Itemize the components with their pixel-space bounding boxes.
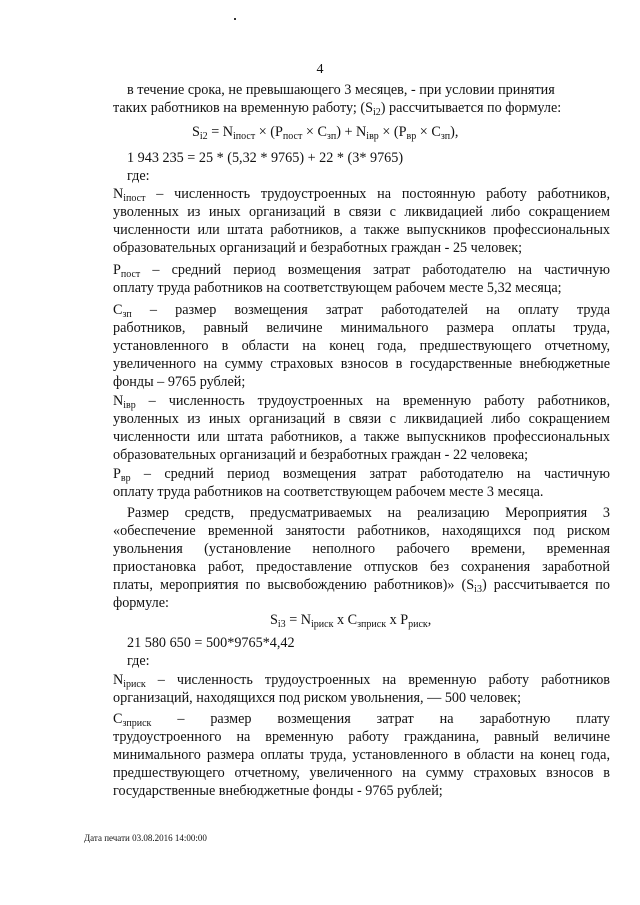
paragraph-measure-3: Размер средств, предусматриваемых на реализацию Мероприятия 3 (127, 505, 610, 521)
text-line: уволенных из иных организаций в связи с ликвидацией либо сокращением (113, 204, 610, 220)
print-date-footer: Дата печати 03.08.2016 14:00:00 (84, 833, 207, 843)
formula-si3: $S_{i3} = N_{iриск}$ x $C_{зприск}$ x $P_{риск}$, (270, 612, 432, 630)
text-line: образовательных организаций и безработных граждан - 22 человека; (113, 447, 529, 463)
text-line: государственные внебюджетные фонды - 9765 рублей; (113, 783, 443, 799)
text-line: минимального размера оплаты труда, установленного в области на конец года, (113, 747, 610, 763)
page-number: 4 (316, 62, 324, 77)
text-line: увеличенного на сумму страховых взносов в государственные внебюджетные (113, 356, 610, 372)
text-line: приостановка работ, предоставление отпусков без сохранения заработной (113, 559, 610, 575)
text-line: уволенных из иных организаций в связи с ликвидацией либо сокращением (113, 411, 610, 427)
text-line: численности или штата работников, а также выпускников профессиональных (113, 222, 610, 238)
text-line: оплату труда работников на соответствующем рабочем месте 5,32 месяца; (113, 280, 562, 296)
text-line: организаций, находящихся под риском увольнения, — 500 человек; (113, 690, 522, 706)
text-line: фонды – 9765 рублей; (113, 374, 246, 390)
calculation-2: 21 580 650 = 500*9765*4,42 (127, 635, 295, 651)
definition-n-irisk: $N_{iриск}$ – численность трудоустроенных на временную работу работников (113, 672, 610, 690)
text-line: оплату труда работников на соответствующем рабочем месте 3 месяца. (113, 484, 544, 500)
definition-p-vr: $P_{вр}$ – средний период возмещения затрат работодателю на частичную (113, 466, 610, 484)
text-line: численности или штата работников, а также выпускников профессиональных (113, 429, 610, 445)
formula-si2: $S_{i2} = N_{iпост} \times (P_{пост} \times C_{зп}) + N_{iвр} \times (P_{вр} \times C_{зп})$, (192, 124, 459, 142)
where-label: где: (127, 168, 150, 184)
text-line: работников, равный величине минимального размера оплаты труда, (113, 320, 610, 336)
definition-n-ivr: $N_{iвр}$ – численность трудоустроенных на временную работу работников, (113, 393, 610, 411)
definition-c-zp: $C_{зп}$ – размер возмещения затрат работодателей на оплату труда (113, 302, 610, 320)
text-line: в течение срока, не превышающего 3 месяцев, - при условии принятия (127, 82, 555, 98)
text-line: таких работников на временную работу; $(S_{i2})$ рассчитывается по формуле: (113, 100, 562, 118)
text-line: увольнения (установление неполного рабочего времени, временная (113, 541, 610, 557)
definition-c-zprisk: $C_{зприск}$ – размер возмещения затрат на заработную плату (113, 711, 610, 729)
definition-p-post: $P_{пост}$ – средний период возмещения затрат работодателю на частичную (113, 262, 610, 280)
text-line: предшествующего отчетному, увеличенного на сумму страховых взносов в (113, 765, 610, 781)
calculation-1: 1 943 235 = 25 * (5,32 * 9765) + 22 * (3* 9765) (127, 150, 404, 166)
text-line: «обеспечение временной занятости работников, находящихся под риском (113, 523, 610, 539)
text-line: формуле: (113, 595, 169, 611)
text-line: трудоустроенного на временную работу гражданина, равный величине (113, 729, 610, 745)
text-line: образовательных организаций и безработных граждан - 25 человек; (113, 240, 523, 256)
scan-speck (234, 18, 236, 20)
where-label: где: (127, 653, 150, 669)
text-line: установленного в области на конец года, предшествующего отчетному, (113, 338, 610, 354)
definition-n-ipost: $N_{iпост}$ – численность трудоустроенных на постоянную работу работников, (113, 186, 610, 204)
text-line: платы, мероприятия по высвобождению работников)» $(S_{i3})$ рассчитывается по (113, 577, 610, 595)
